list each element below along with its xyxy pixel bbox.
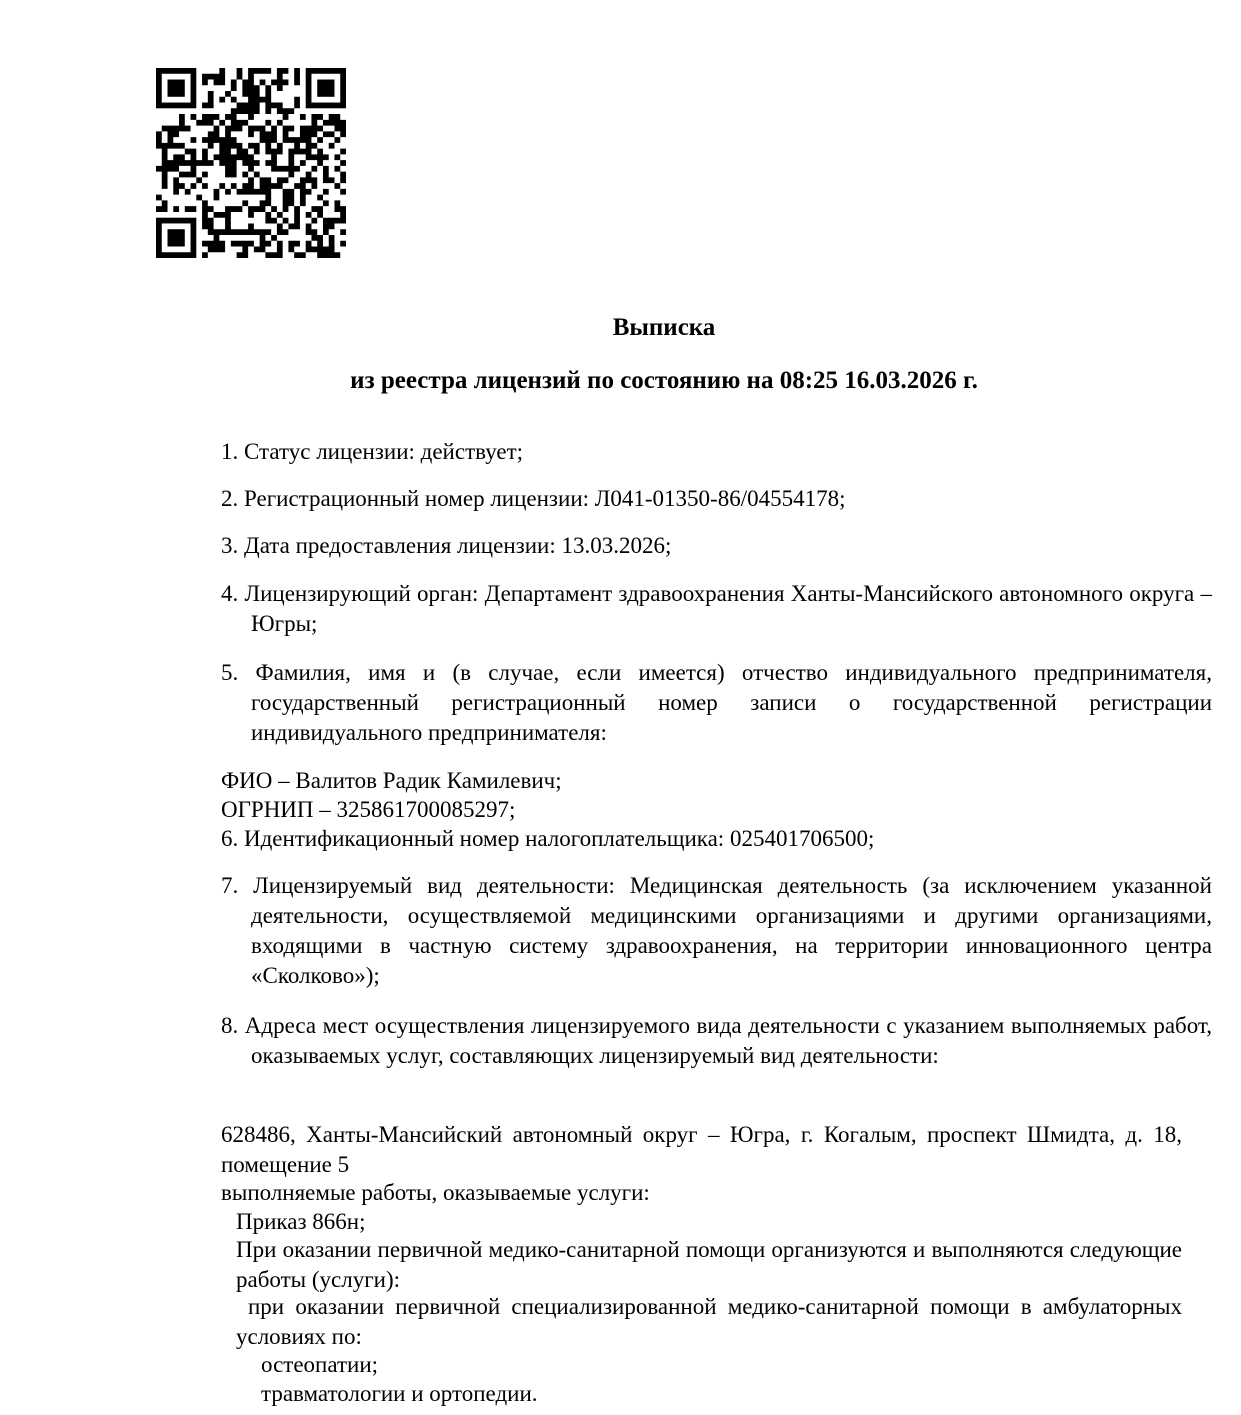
ogrnip: ОГРНИП – 325861700085297; xyxy=(221,797,516,822)
qr-code xyxy=(156,68,346,258)
license-status: 1. Статус лицензии: действует; xyxy=(221,439,524,464)
licensed-activity: 7. Лицензируемый вид деятельности: Медицинская деятельность (за исключением указанной деятельности, осуществляемой медицинскими организациями и другими организациями, входящими в частную систему здравоохранения, на территории инновационного центра «Сколково»); xyxy=(221,873,1212,988)
issue-date: 3. Дата предоставления лицензии: 13.03.2026; xyxy=(221,533,672,558)
activity-address: 628486, Ханты-Мансийский автономный округ – Югра, г. Когалым, проспект Шмидта, д. 18, помещение 5 xyxy=(221,1122,1182,1177)
works-label: выполняемые работы, оказываемые услуги: xyxy=(221,1180,650,1205)
registration-number: 2. Регистрационный номер лицензии: Л041-01350-86/04554178; xyxy=(221,486,846,511)
order-reference: Приказ 866н; xyxy=(236,1209,366,1234)
document-subtitle: из реестра лицензий по состоянию на 08:25 16.03.2026 г. xyxy=(350,367,978,394)
licensing-authority: 4. Лицензирующий орган: Департамент здравоохранения Ханты-Мансийского автономного округа – Югры; xyxy=(221,581,1212,636)
inn: 6. Идентификационный номер налогоплательщика: 025401706500; xyxy=(221,826,875,851)
service-item: остеопатии; xyxy=(261,1352,379,1377)
document-title: Выписка xyxy=(612,314,716,341)
activity-addresses-heading: 8. Адреса мест осуществления лицензируемого вида деятельности с указанием выполняемых работ, оказываемых услуг, составляющих лицензируемый вид деятельности: xyxy=(221,1013,1212,1068)
primary-care-text: При оказании первичной медико-санитарной помощи организуются и выполняются следующие работы (услуги): xyxy=(236,1237,1182,1292)
service-item: травматологии и ортопедии. xyxy=(261,1381,538,1406)
full-name: ФИО – Валитов Радик Камилевич; xyxy=(221,768,562,793)
entrepreneur-heading: 5. Фамилия, имя и (в случае, если имеется) отчество индивидуального предпринимателя, государственный регистрационный номер записи о государственной регистрации индивидуального предпринимателя: xyxy=(221,660,1212,745)
specialized-care-text: при оказании первичной специализированной медико-санитарной помощи в амбулаторных условиях по: xyxy=(236,1294,1182,1349)
